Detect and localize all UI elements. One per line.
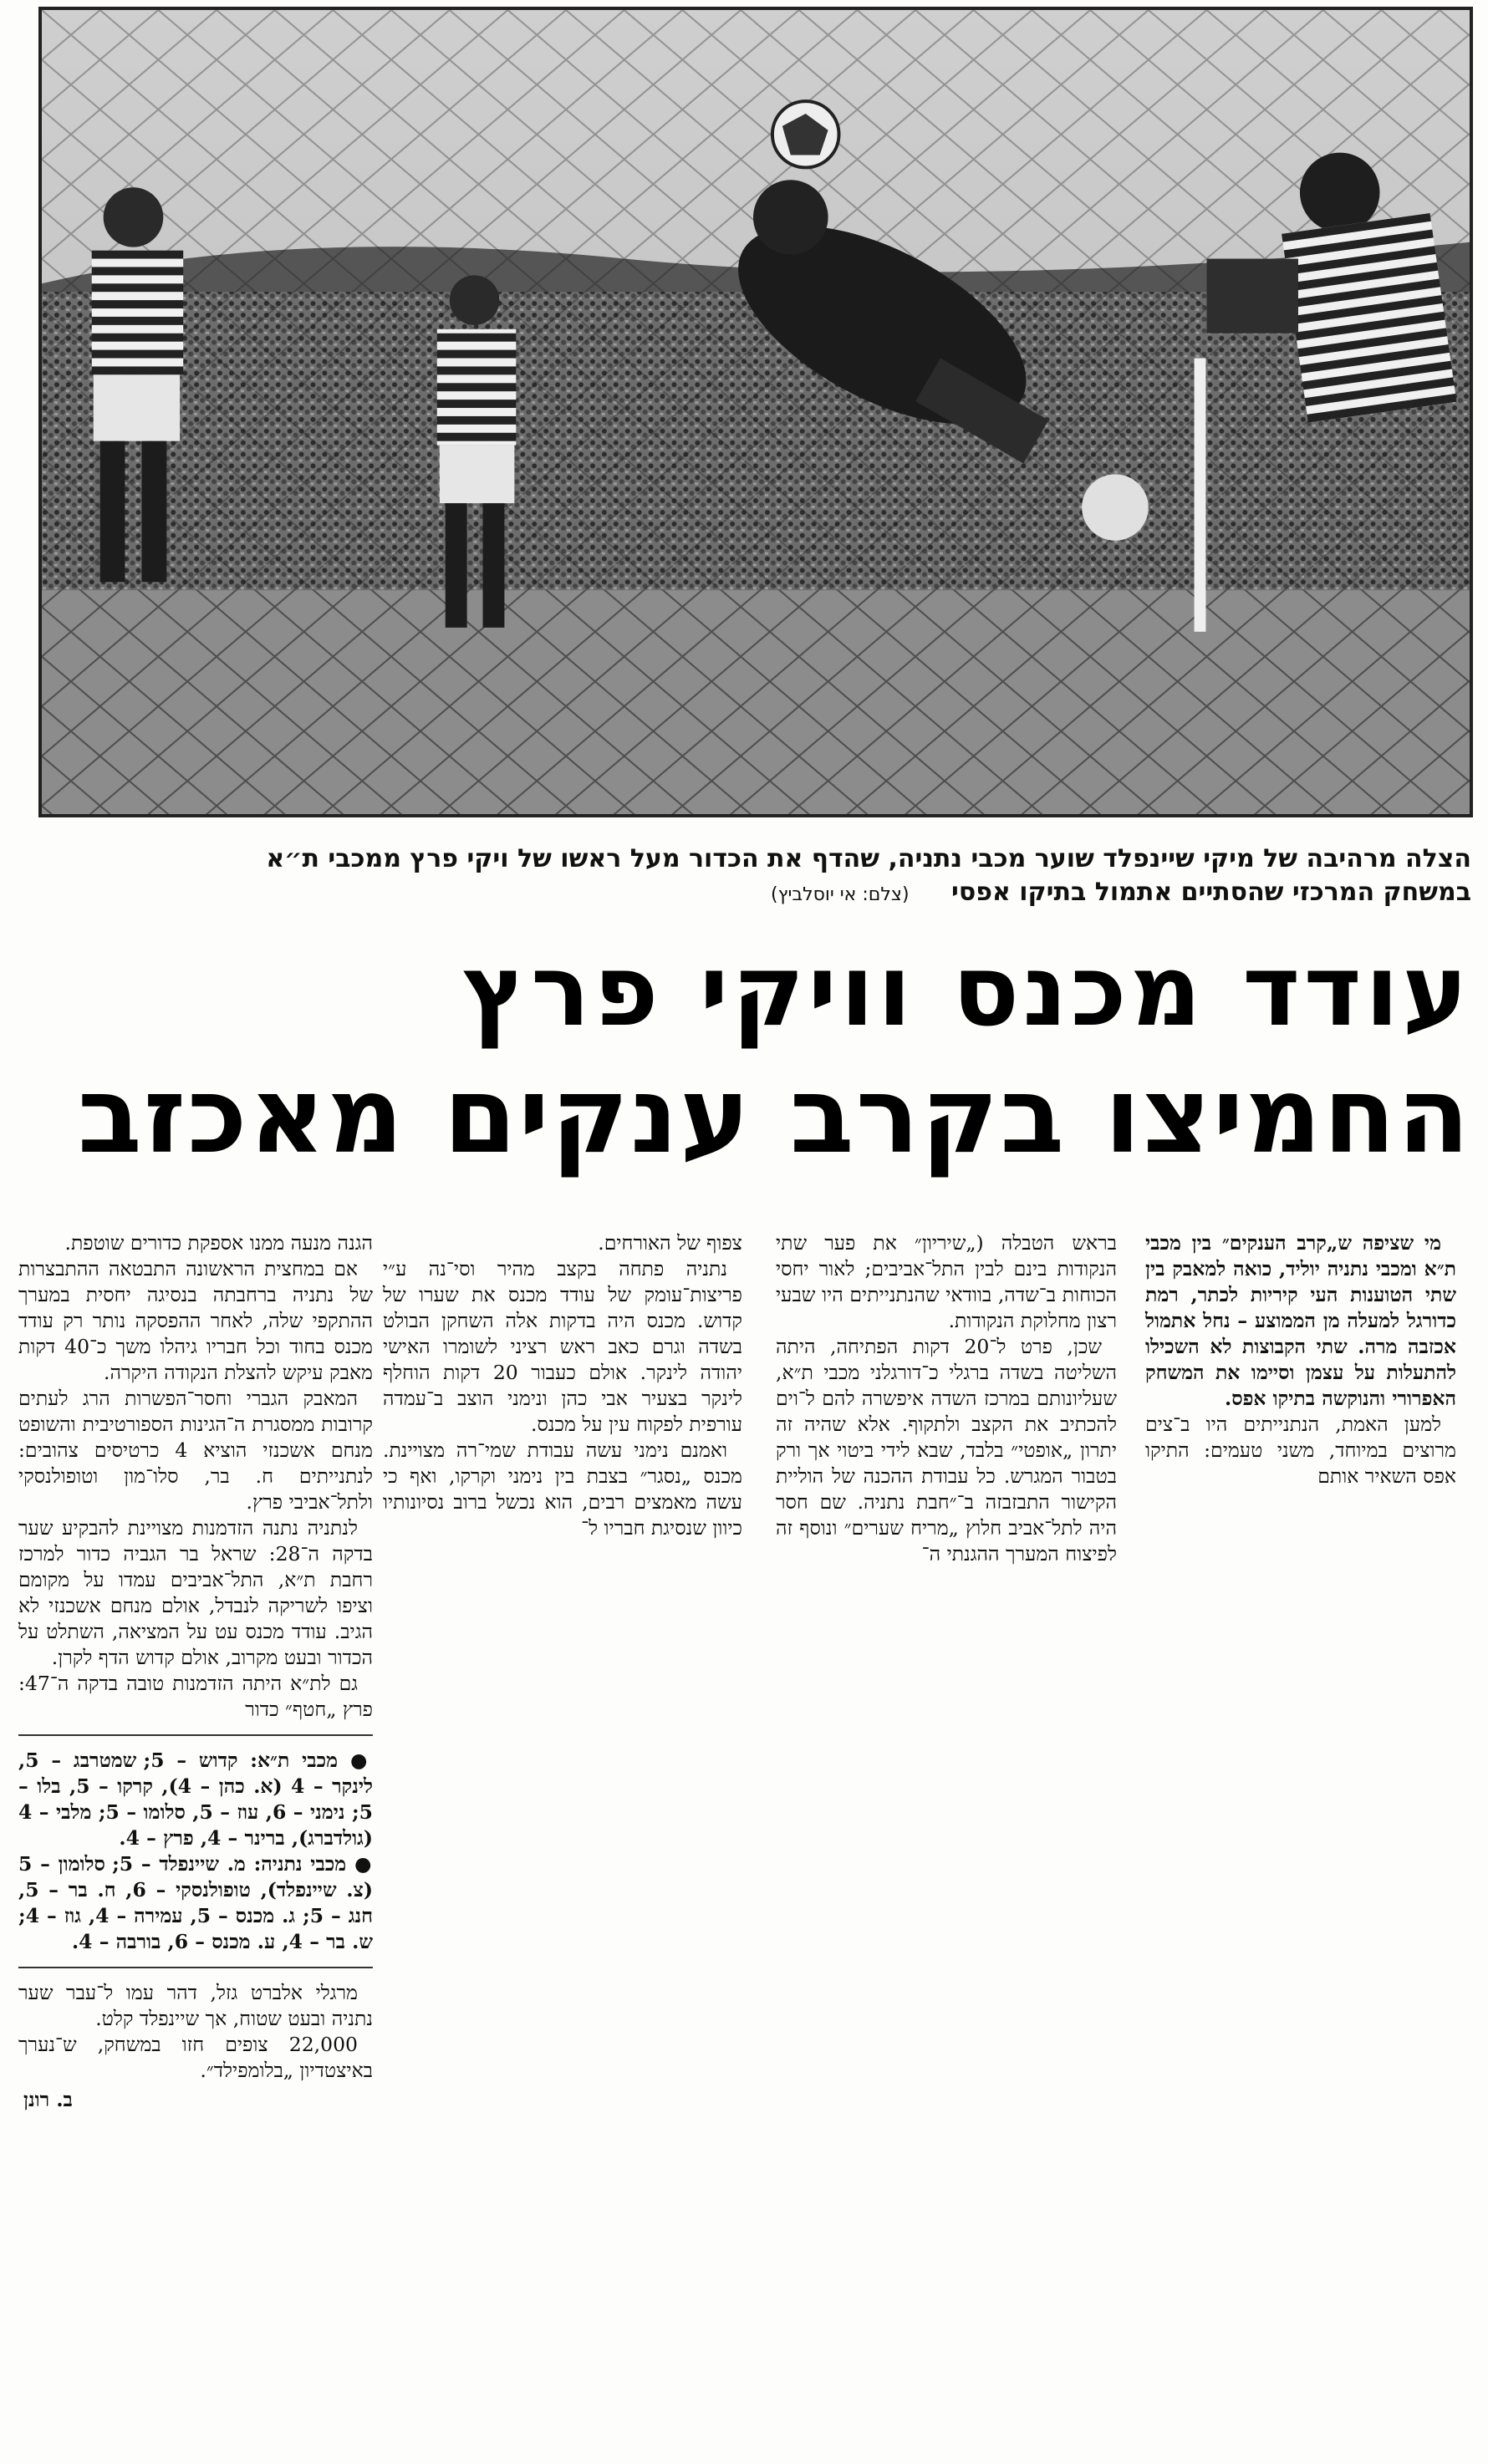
byline: ב. רונן	[23, 2088, 73, 2111]
lineups-box	[18, 1748, 373, 1955]
divider	[18, 1734, 373, 1736]
article-headline	[33, 928, 1471, 1179]
article-column-4	[18, 1230, 373, 2113]
photo-credit: (צלם: אי יוסלביץ)	[770, 884, 910, 905]
article-column-2	[776, 1230, 1117, 1567]
paragraph: בראש הטבלה („שיריון״ את פער שתי הנקודות בינם לבין התל־אביבים; לאור יחסי הכוחות ב־שדה, בוודאי שהנתנייתים היו שבעי רצון מחלוקת הנקודות.	[776, 1231, 1117, 1332]
goalkeeper-save-image	[42, 10, 1470, 814]
lineup-maccabi-netanya: ● מכבי נתניה: מ. שיינפלד – 5; סלומון – 5 (צ. שיינפלד), טופולנסקי – 6, ח. בר – 5, חנג – 5; ג. מכנס – 5, עמירה – 4, גוז – 4; ש. בר – 4, ע. מכנס – 6, בורבה – 4.	[18, 1852, 373, 1953]
paragraph: צפוף של האורחים.	[598, 1231, 742, 1255]
paragraph: מי שציפה ש„קרב הענקים״ בין מכבי ת״א ומכבי נתניה יוליד, כואה למאבק בין שתי הטוענות העי קיריות לכתר, רמת כדורגל למעלה מן הממוצע – נחל אתמול אכזבה מרה. שתי הקבוצות לא השכילו להתעלות על עצמן וסיימו את המשחק האפרורי והנוקשה בתיקו אפס.	[1145, 1231, 1456, 1410]
paragraph: הגנה מנעה ממנו אספקת כדורים שוטפת.	[64, 1231, 373, 1255]
caption-line-2	[33, 876, 1471, 912]
caption-line-2-text: במשחק המרכזי שהסתיים אתמול בתיקו אפסי	[951, 878, 1471, 907]
paragraph: למען האמת, הנתנייתים היו ב־צים מרוצים במיוחד, משני טעמים: התיקו אפס השאיר אותם	[1145, 1413, 1456, 1488]
headline-line-1: עודד מכנס וויקי פרץ	[461, 933, 1471, 1048]
paragraph: המאבק הגברי וחסר־הפשרות הרג לעתים קרובות ממסגרת ה־הגינות הספורטיבית והשופט מנחם אשכנזי הוציא 4 כרטיסים צהובים: לנתנייתים ח. בר, סלו־מון וטופולנסקי ולתל־אביבי פרץ.	[18, 1387, 373, 1514]
article-column-1	[1145, 1230, 1456, 1489]
caption-line-1: הצלה מרהיבה של מיקי שיינפלד שוער מכבי נתניה, שהדף את הכדור מעל ראשו של ויקי פרץ ממכבי ת״א	[266, 844, 1471, 873]
headline-line-2: החמיצו בקרב ענקים מאכזב	[77, 1054, 1471, 1177]
lineup-maccabi-tel-aviv: ● מכבי ת״א: קדוש – 5; שמטרבג – 5, לינקר – 4 (א. כהן – 4), קרקו – 5, בלו – 5; נימני – 6, עוז – 5, סלומו – 5; מלבי – 4 (גולדברג), ברינר – 4, פרץ – 4.	[18, 1749, 373, 1850]
paragraph: ואמנם נימני עשה עבודת שמי־רה מצויינת. מכנס „נסגר״ בצבת בין נימני וקרקו, ואף כי עשה מאמצים רבים, הוא נכשל ברוב נסיונותיו כיוון שנסיגת חבריו ל־	[383, 1438, 742, 1540]
divider	[18, 1967, 373, 1968]
article-column-3	[383, 1230, 742, 1541]
paragraph: שכן, פרט ל־20 דקות הפתיחה, היתה השליטה בשדה ברגלי כ־דורגלני מכבי ת״א, שעליונותם במרכז השדה איפשרה להם ל־וים להכתיב את הקצב ולתקוף. אלא שהיה זה יתרון „אופטי״ בלבד, שבא לידי ביטוי אך ורק בטבור המגרש. כל עבודת ההכנה של הוליית הקישור התבזבזה ב־״חבת נתניה. שם חסר היה לתל־אביב חלוץ „מריח שערים״ ונוסף זה לפיצוח המערך ההגנתי ה־	[776, 1335, 1117, 1565]
paragraph: לנתניה נתנה הזדמנות מצויינת להבקיע שער בדקה ה־28: שראל בר הגביה כדור למרכז רחבת ת״א, התל־אביבים עמדו על מקומם וציפו לשריקה לנבדל, אולם מנחם אשכנזי לא הגיב. עודד מכנס עט על המציאה, השתלט על הכדור ובעט מקרוב, אולם קדוש הדף לקרן.	[18, 1516, 373, 1669]
paragraph: מרגלי אלברט גזל, דהר עמו ל־עבר שער נתניה ובעט שטוח, אך שיינפלד קלט.	[18, 1981, 373, 2030]
paragraph: נתניה פתחה בקצב מהיר וסי־נה ע״י פריצות־עומק של עודד מכנס את שערו של קדוש. מכנס היה בדקות אלה השחקן הבולט בשדה וגרם כאב ראש רציני לשומרו האישי יהודה לינקר. אולם כעבור 20 דקות הוחלף לינקר בצעיר אבי כהן ונימני הוצב ב־עמדה עורפית לפקוח עין על מכנס.	[383, 1257, 742, 1436]
match-photo	[38, 7, 1473, 817]
paragraph: אם במחצית הראשונה התבטאה ההתבצרות של נתניה ברחבתה בנסיגה יחסית במערך ההתקפי שלה, לאחר ההפסקה נותר רק עודד מכנס בחוד וכל חבריו גיהלו משך כ־40 דקות מאבק עיקש להצלת הנקודה היקרה.	[18, 1257, 373, 1384]
photo-caption	[33, 843, 1471, 912]
paragraph: 22,000 צופים חזו במשחק, ש־נערך באיצטדיון „בלומפילד״.	[18, 2033, 373, 2082]
paragraph: גם לת״א היתה הזדמנות טובה בדקה ה־47: פרץ „חטף״ כדור	[18, 1672, 373, 1721]
